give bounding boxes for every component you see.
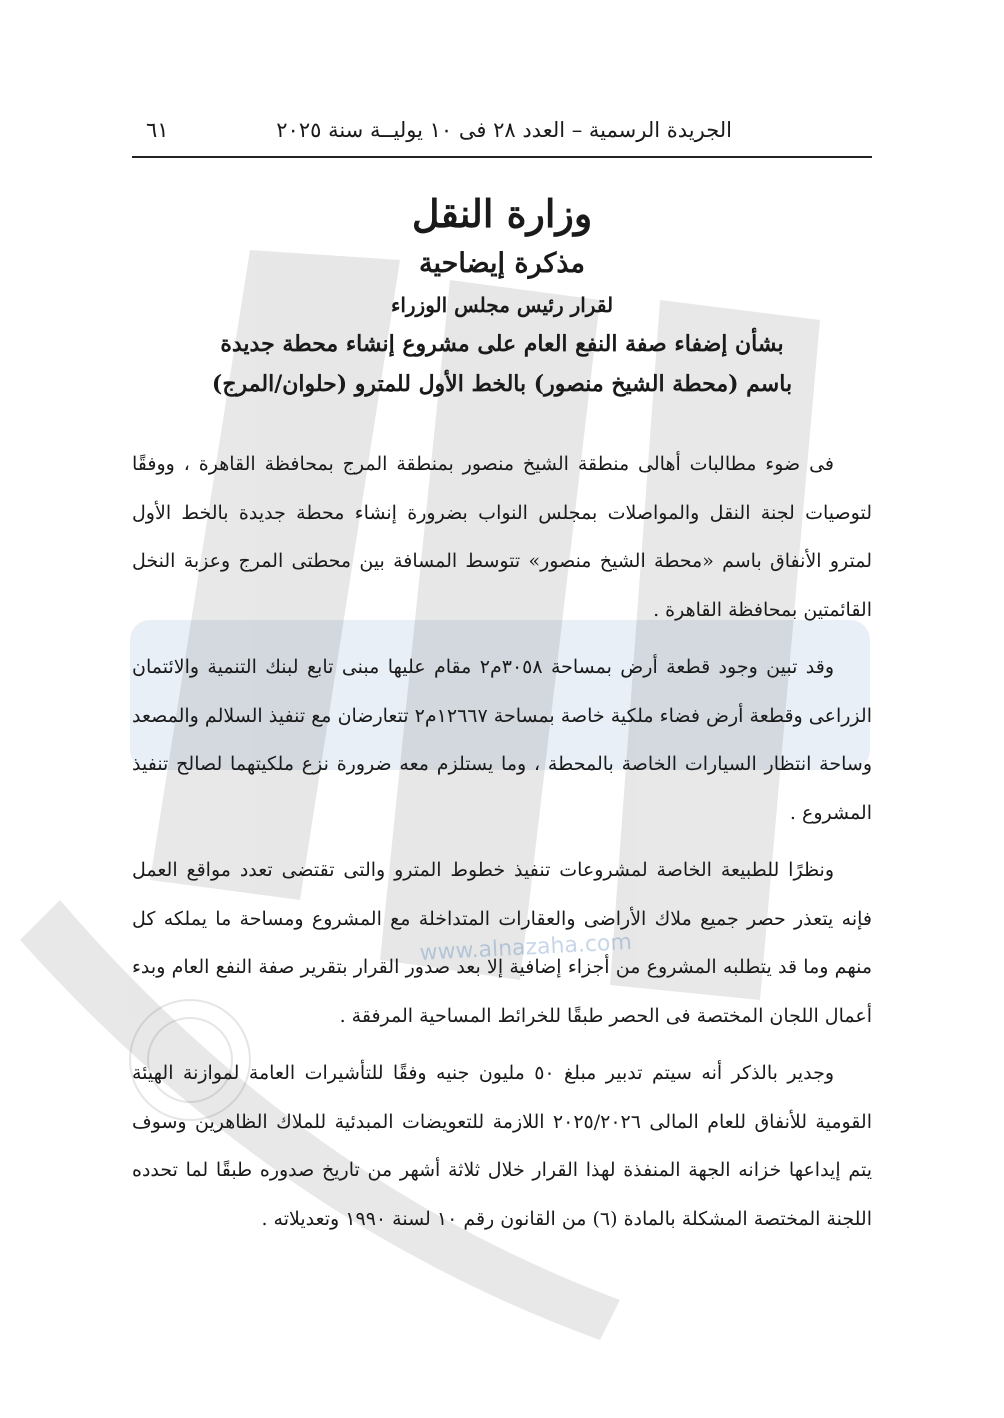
ministry-title: وزارة النقل: [411, 191, 593, 236]
subject-line-2: باسم (محطة الشيخ منصور) بالخط الأول للمترو (حلوان/المرج): [211, 371, 793, 397]
header-rule: [132, 156, 872, 158]
decree-subtitle: لقرار رئيس مجلس الوزراء: [390, 293, 614, 317]
title-block: [132, 186, 872, 404]
subject-line-1: بشأن إضفاء صفة النفع العام على مشروع إنشاء محطة جديدة: [220, 331, 784, 357]
paragraph: وقد تبين وجود قطعة أرض بمساحة ٣٠٥٨م٢ مقام عليها مبنى تابع لبنك التنمية والائتمان الزراعى وقطعة أرض فضاء ملكية خاصة بمساحة ١٢٦٦٧م٢ تتعارضان مع تنفيذ السلالم والمصعد وساحة انتظار السيارات الخاصة بالمحطة ، وما يستلزم معه ضرورة نزع ملكيتهما لصالح تنفيذ المشروع .: [132, 656, 872, 824]
watermark-url: www.alnazaha.com: [419, 929, 633, 966]
paragraph: فى ضوء مطالبات أهالى منطقة الشيخ منصور بمنطقة المرج بمحافظة القاهرة ، ووفقًا لتوصيات لجنة النقل والمواصلات بمجلس النواب بضرورة إنشاء محطة جديدة بالخط الأول لمترو الأنفاق باسم «محطة الشيخ منصور» تتوسط المسافة بين محطتى المرج وعزبة النخل القائمتين بمحافظة القاهرة .: [132, 453, 872, 621]
page-number: ٦١: [146, 118, 169, 142]
running-header: [132, 112, 872, 152]
running-title: الجريدة الرسمية – العدد ٢٨ فى ١٠ يوليــة سنة ٢٠٢٥: [276, 118, 732, 142]
memo-body: [132, 440, 872, 1252]
paragraph: وجدير بالذكر أنه سيتم تدبير مبلغ ٥٠ مليون جنيه وفقًا للتأشيرات العامة لموازنة الهيئة القومية للأنفاق للعام المالى ٢٠٢٥/٢٠٢٦ اللازمة للتعويضات المبدئية للملاك الظاهرين وسوف يتم إيداعها خزانه الجهة المنفذة لهذا القرار خلال ثلاثة أشهر من تاريخ صدوره طبقًا لما تحدده اللجنة المختصة المشكلة بالمادة (٦) من القانون رقم ١٠ لسنة ١٩٩٠ وتعديلاته .: [132, 1062, 872, 1230]
memo-title: مذكرة إيضاحية: [419, 248, 585, 279]
paragraph: ونظرًا للطبيعة الخاصة لمشروعات تنفيذ خطوط المترو والتى تقتضى تعدد مواقع العمل فإنه يتعذر حصر جميع ملاك الأراضى والعقارات المتداخلة مع المشروع ومساحة ما يملكه كل منهم وما قد يتطلبه المشروع من أجزاء إضافية إلا بعد صدور القرار بتقرير صفة النفع العام وبدء أعمال اللجان المختصة فى الحصر طبقًا للخرائط المساحية المرفقة .: [132, 859, 872, 1027]
